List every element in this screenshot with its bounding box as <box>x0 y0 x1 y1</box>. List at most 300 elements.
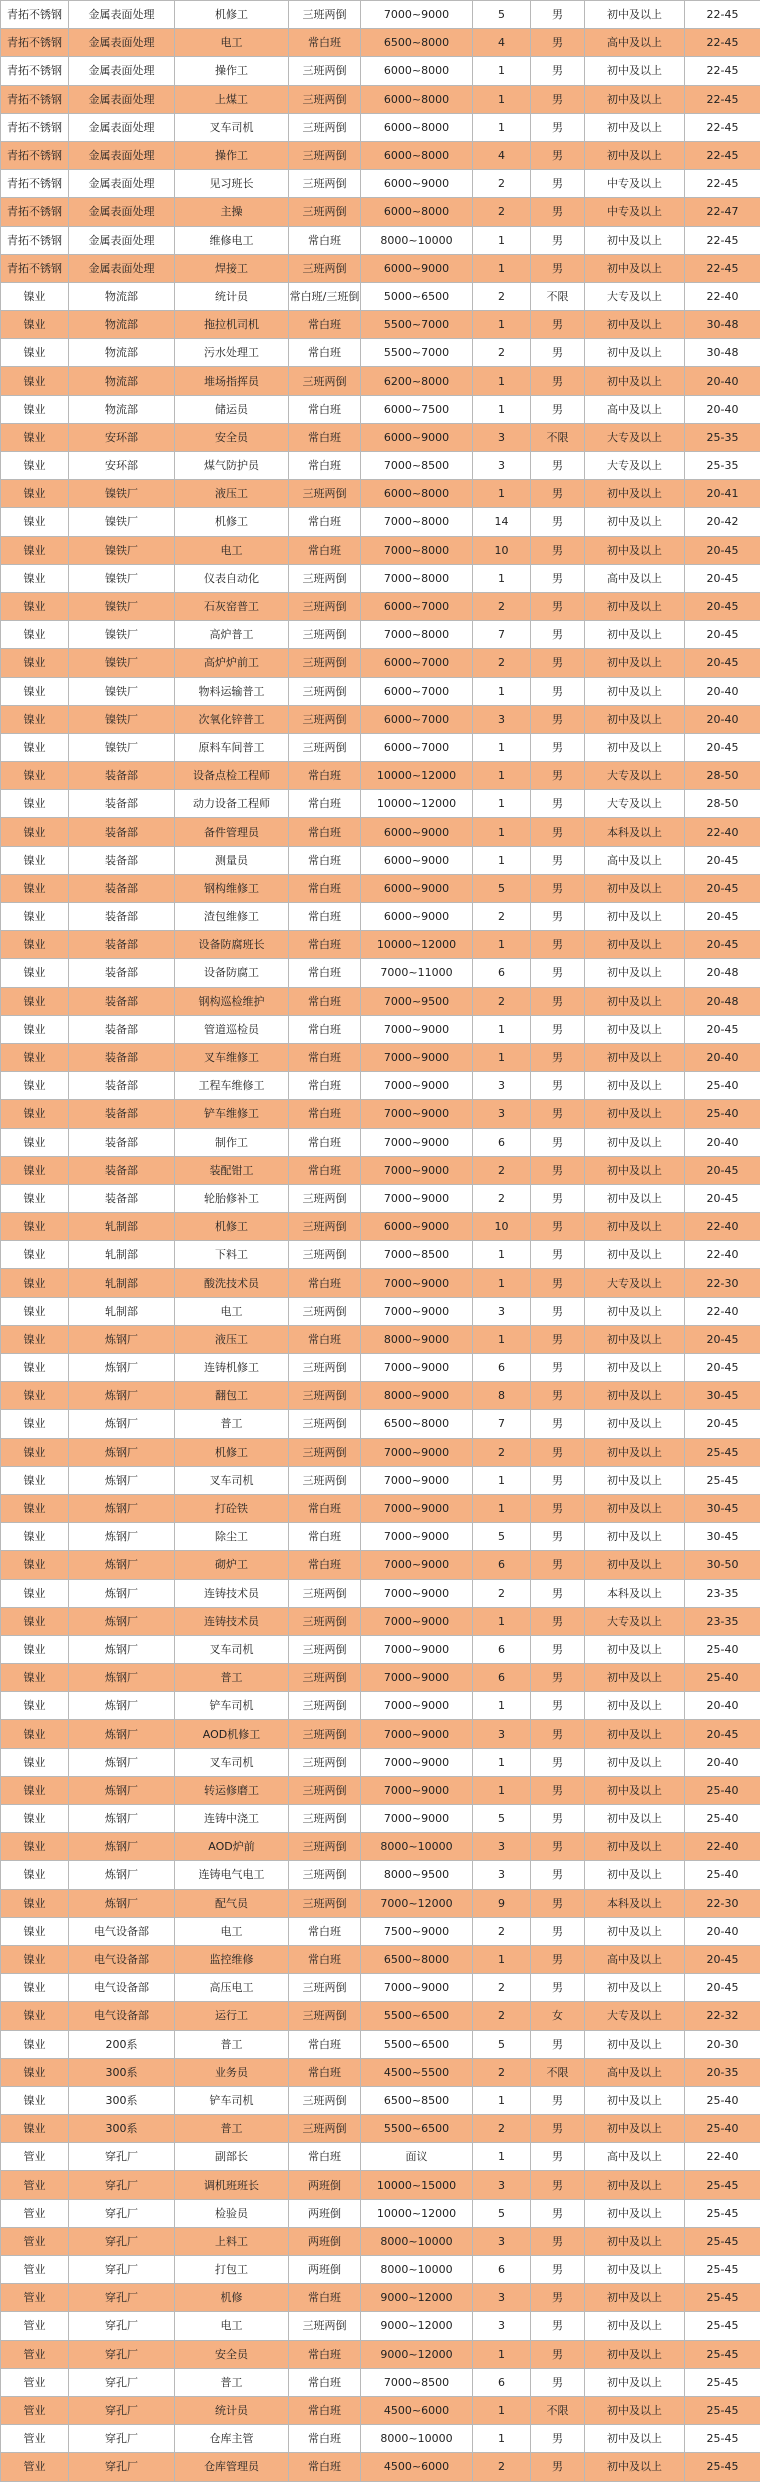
table-row <box>1 790 760 818</box>
age-cell: 22-45 <box>685 254 760 282</box>
age-cell: 25-45 <box>685 2453 760 2481</box>
department-cell: 炼钢厂 <box>69 1720 175 1748</box>
table-row <box>1 1494 760 1522</box>
position-cell: 制作工 <box>175 1128 289 1156</box>
position-cell: 煤气防护员 <box>175 452 289 480</box>
position-cell: 副部长 <box>175 2143 289 2171</box>
salary-cell: 10000~12000 <box>361 2199 473 2227</box>
age-cell: 30-48 <box>685 339 760 367</box>
position-cell: 拖拉机司机 <box>175 311 289 339</box>
age-cell: 25-45 <box>685 1466 760 1494</box>
company-cell: 镍业 <box>1 1945 69 1973</box>
headcount-cell: 2 <box>473 198 531 226</box>
department-cell: 装备部 <box>69 1072 175 1100</box>
age-cell: 20-45 <box>685 1945 760 1973</box>
company-cell: 镍业 <box>1 1382 69 1410</box>
headcount-cell: 1 <box>473 1043 531 1071</box>
table-row <box>1 1072 760 1100</box>
company-cell: 管业 <box>1 2368 69 2396</box>
shift-cell: 三班两倒 <box>289 1805 361 1833</box>
education-cell: 初中及以上 <box>585 2425 685 2453</box>
department-cell: 安环部 <box>69 452 175 480</box>
headcount-cell: 2 <box>473 339 531 367</box>
age-cell: 25-35 <box>685 423 760 451</box>
education-cell: 初中及以上 <box>585 1805 685 1833</box>
company-cell: 镍业 <box>1 1805 69 1833</box>
shift-cell: 三班两倒 <box>289 141 361 169</box>
salary-cell: 6500~8000 <box>361 1945 473 1973</box>
company-cell: 管业 <box>1 2284 69 2312</box>
headcount-cell: 1 <box>473 733 531 761</box>
education-cell: 初中及以上 <box>585 1128 685 1156</box>
shift-cell: 三班两倒 <box>289 170 361 198</box>
company-cell: 镍业 <box>1 1128 69 1156</box>
education-cell: 初中及以上 <box>585 705 685 733</box>
gender-cell: 不限 <box>531 2058 585 2086</box>
age-cell: 22-40 <box>685 2143 760 2171</box>
table-row <box>1 2115 760 2143</box>
headcount-cell: 1 <box>473 818 531 846</box>
salary-cell: 10000~12000 <box>361 790 473 818</box>
salary-cell: 6000~7000 <box>361 592 473 620</box>
age-cell: 25-45 <box>685 2368 760 2396</box>
table-row <box>1 1861 760 1889</box>
salary-cell: 7000~9000 <box>361 1043 473 1071</box>
department-cell: 炼钢厂 <box>69 1382 175 1410</box>
company-cell: 镍业 <box>1 1466 69 1494</box>
table-row <box>1 1635 760 1663</box>
headcount-cell: 1 <box>473 1494 531 1522</box>
table-row <box>1 1043 760 1071</box>
gender-cell: 男 <box>531 818 585 846</box>
salary-cell: 7000~11000 <box>361 959 473 987</box>
gender-cell: 男 <box>531 1523 585 1551</box>
company-cell: 镍业 <box>1 790 69 818</box>
position-cell: 次氧化锌普工 <box>175 705 289 733</box>
headcount-cell: 3 <box>473 2312 531 2340</box>
education-cell: 初中及以上 <box>585 987 685 1015</box>
salary-cell: 6000~7000 <box>361 677 473 705</box>
company-cell: 青拓不锈钢 <box>1 198 69 226</box>
company-cell: 镍业 <box>1 2030 69 2058</box>
position-cell: 上煤工 <box>175 85 289 113</box>
department-cell: 穿孔厂 <box>69 2143 175 2171</box>
company-cell: 镍业 <box>1 1833 69 1861</box>
salary-cell: 4500~6000 <box>361 2396 473 2424</box>
table-row <box>1 141 760 169</box>
gender-cell: 男 <box>531 1917 585 1945</box>
position-cell: 动力设备工程师 <box>175 790 289 818</box>
gender-cell: 男 <box>531 1664 585 1692</box>
table-row <box>1 818 760 846</box>
position-cell: 统计员 <box>175 282 289 310</box>
company-cell: 镍业 <box>1 339 69 367</box>
headcount-cell: 1 <box>473 1692 531 1720</box>
headcount-cell: 2 <box>473 987 531 1015</box>
company-cell: 青拓不锈钢 <box>1 85 69 113</box>
department-cell: 镍铁厂 <box>69 705 175 733</box>
education-cell: 大专及以上 <box>585 2002 685 2030</box>
department-cell: 穿孔厂 <box>69 2368 175 2396</box>
shift-cell: 常白班 <box>289 1015 361 1043</box>
salary-cell: 7000~9000 <box>361 1354 473 1382</box>
table-row <box>1 1945 760 1973</box>
table-row <box>1 1410 760 1438</box>
department-cell: 炼钢厂 <box>69 1466 175 1494</box>
position-cell: 物料运输普工 <box>175 677 289 705</box>
gender-cell: 男 <box>531 141 585 169</box>
salary-cell: 7000~9000 <box>361 1 473 29</box>
position-cell: 连铸技术员 <box>175 1579 289 1607</box>
table-row <box>1 959 760 987</box>
gender-cell: 女 <box>531 2002 585 2030</box>
gender-cell: 男 <box>531 1 585 29</box>
shift-cell: 三班两倒 <box>289 2115 361 2143</box>
company-cell: 青拓不锈钢 <box>1 226 69 254</box>
shift-cell: 常白班 <box>289 1128 361 1156</box>
position-cell: 维修电工 <box>175 226 289 254</box>
company-cell: 镍业 <box>1 931 69 959</box>
education-cell: 初中及以上 <box>585 1692 685 1720</box>
position-cell: 见习班长 <box>175 170 289 198</box>
table-row <box>1 508 760 536</box>
company-cell: 管业 <box>1 2453 69 2481</box>
gender-cell: 男 <box>531 1325 585 1353</box>
salary-cell: 6000~7000 <box>361 705 473 733</box>
headcount-cell: 1 <box>473 1325 531 1353</box>
position-cell: 电工 <box>175 29 289 57</box>
table-row <box>1 1015 760 1043</box>
company-cell: 镍业 <box>1 1325 69 1353</box>
shift-cell: 常白班 <box>289 874 361 902</box>
table-row <box>1 85 760 113</box>
education-cell: 初中及以上 <box>585 1184 685 1212</box>
table-row <box>1 1551 760 1579</box>
table-row <box>1 2312 760 2340</box>
gender-cell: 男 <box>531 733 585 761</box>
shift-cell: 三班两倒 <box>289 1466 361 1494</box>
age-cell: 25-40 <box>685 1072 760 1100</box>
salary-cell: 10000~12000 <box>361 931 473 959</box>
department-cell: 装备部 <box>69 1015 175 1043</box>
table-row <box>1 536 760 564</box>
department-cell: 装备部 <box>69 874 175 902</box>
position-cell: 高压电工 <box>175 1974 289 2002</box>
department-cell: 装备部 <box>69 846 175 874</box>
salary-cell: 8000~9000 <box>361 1382 473 1410</box>
gender-cell: 男 <box>531 2256 585 2284</box>
age-cell: 25-40 <box>685 2086 760 2114</box>
position-cell: 打包工 <box>175 2256 289 2284</box>
education-cell: 初中及以上 <box>585 1974 685 2002</box>
position-cell: 转运修磨工 <box>175 1776 289 1804</box>
position-cell: 监控维修 <box>175 1945 289 1973</box>
position-cell: 机修工 <box>175 1 289 29</box>
shift-cell: 常白班 <box>289 1269 361 1297</box>
education-cell: 初中及以上 <box>585 57 685 85</box>
position-cell: 普工 <box>175 2115 289 2143</box>
education-cell: 初中及以上 <box>585 2453 685 2481</box>
shift-cell: 三班两倒 <box>289 1748 361 1776</box>
table-row <box>1 1692 760 1720</box>
education-cell: 初中及以上 <box>585 536 685 564</box>
education-cell: 初中及以上 <box>585 649 685 677</box>
company-cell: 镍业 <box>1 1635 69 1663</box>
education-cell: 初中及以上 <box>585 1748 685 1776</box>
position-cell: 原料车间普工 <box>175 733 289 761</box>
shift-cell: 三班两倒 <box>289 1297 361 1325</box>
age-cell: 20-45 <box>685 1354 760 1382</box>
gender-cell: 男 <box>531 508 585 536</box>
shift-cell: 两班倒 <box>289 2171 361 2199</box>
company-cell: 镍业 <box>1 1551 69 1579</box>
position-cell: 液压工 <box>175 1325 289 1353</box>
education-cell: 初中及以上 <box>585 2340 685 2368</box>
headcount-cell: 1 <box>473 480 531 508</box>
age-cell: 22-30 <box>685 1269 760 1297</box>
age-cell: 20-40 <box>685 1748 760 1776</box>
department-cell: 穿孔厂 <box>69 2199 175 2227</box>
department-cell: 镍铁厂 <box>69 649 175 677</box>
table-row <box>1 226 760 254</box>
age-cell: 23-35 <box>685 1607 760 1635</box>
table-row <box>1 1776 760 1804</box>
shift-cell: 常白班 <box>289 339 361 367</box>
education-cell: 初中及以上 <box>585 1917 685 1945</box>
gender-cell: 男 <box>531 1297 585 1325</box>
company-cell: 镍业 <box>1 874 69 902</box>
shift-cell: 常白班 <box>289 536 361 564</box>
shift-cell: 三班两倒 <box>289 2312 361 2340</box>
shift-cell: 常白班 <box>289 1325 361 1353</box>
education-cell: 初中及以上 <box>585 2086 685 2114</box>
shift-cell: 三班两倒 <box>289 705 361 733</box>
gender-cell: 男 <box>531 1579 585 1607</box>
company-cell: 镍业 <box>1 1523 69 1551</box>
position-cell: 高炉普工 <box>175 621 289 649</box>
age-cell: 20-48 <box>685 959 760 987</box>
position-cell: 设备点检工程师 <box>175 762 289 790</box>
department-cell: 炼钢厂 <box>69 1494 175 1522</box>
education-cell: 初中及以上 <box>585 1466 685 1494</box>
shift-cell: 三班两倒 <box>289 1861 361 1889</box>
age-cell: 20-40 <box>685 677 760 705</box>
department-cell: 穿孔厂 <box>69 2340 175 2368</box>
gender-cell: 男 <box>531 1156 585 1184</box>
position-cell: 普工 <box>175 1410 289 1438</box>
department-cell: 300系 <box>69 2058 175 2086</box>
shift-cell: 三班两倒 <box>289 1833 361 1861</box>
company-cell: 镍业 <box>1 508 69 536</box>
shift-cell: 三班两倒 <box>289 1607 361 1635</box>
department-cell: 装备部 <box>69 1156 175 1184</box>
position-cell: 储运员 <box>175 395 289 423</box>
shift-cell: 常白班 <box>289 2340 361 2368</box>
gender-cell: 男 <box>531 1720 585 1748</box>
table-row <box>1 733 760 761</box>
position-cell: 运行工 <box>175 2002 289 2030</box>
age-cell: 20-45 <box>685 1410 760 1438</box>
education-cell: 本科及以上 <box>585 1579 685 1607</box>
company-cell: 镍业 <box>1 1015 69 1043</box>
shift-cell: 三班两倒 <box>289 480 361 508</box>
salary-cell: 7000~9000 <box>361 1579 473 1607</box>
age-cell: 20-30 <box>685 2030 760 2058</box>
company-cell: 管业 <box>1 2312 69 2340</box>
gender-cell: 男 <box>531 621 585 649</box>
education-cell: 初中及以上 <box>585 1523 685 1551</box>
company-cell: 镍业 <box>1 1072 69 1100</box>
education-cell: 大专及以上 <box>585 423 685 451</box>
table-row <box>1 1354 760 1382</box>
headcount-cell: 1 <box>473 2086 531 2114</box>
salary-cell: 8000~10000 <box>361 2425 473 2453</box>
headcount-cell: 1 <box>473 367 531 395</box>
gender-cell: 男 <box>531 931 585 959</box>
gender-cell: 男 <box>531 29 585 57</box>
company-cell: 镍业 <box>1 1579 69 1607</box>
gender-cell: 男 <box>531 846 585 874</box>
shift-cell: 常白班 <box>289 1156 361 1184</box>
department-cell: 金属表面处理 <box>69 29 175 57</box>
department-cell: 炼钢厂 <box>69 1607 175 1635</box>
age-cell: 22-40 <box>685 1213 760 1241</box>
position-cell: 检验员 <box>175 2199 289 2227</box>
shift-cell: 常白班 <box>289 508 361 536</box>
salary-cell: 6000~9000 <box>361 254 473 282</box>
gender-cell: 男 <box>531 2143 585 2171</box>
shift-cell: 常白班 <box>289 2030 361 2058</box>
gender-cell: 男 <box>531 452 585 480</box>
department-cell: 镍铁厂 <box>69 536 175 564</box>
shift-cell: 常白班 <box>289 762 361 790</box>
headcount-cell: 1 <box>473 1241 531 1269</box>
shift-cell: 三班两倒 <box>289 592 361 620</box>
table-row <box>1 1889 760 1917</box>
headcount-cell: 1 <box>473 1015 531 1043</box>
gender-cell: 男 <box>531 1438 585 1466</box>
education-cell: 高中及以上 <box>585 564 685 592</box>
education-cell: 初中及以上 <box>585 339 685 367</box>
shift-cell: 三班两倒 <box>289 1664 361 1692</box>
gender-cell: 男 <box>531 1889 585 1917</box>
salary-cell: 6000~9000 <box>361 846 473 874</box>
table-row <box>1 762 760 790</box>
department-cell: 镍铁厂 <box>69 480 175 508</box>
salary-cell: 7000~9000 <box>361 1805 473 1833</box>
department-cell: 装备部 <box>69 1043 175 1071</box>
headcount-cell: 1 <box>473 1945 531 1973</box>
salary-cell: 7000~9000 <box>361 1269 473 1297</box>
gender-cell: 男 <box>531 1269 585 1297</box>
headcount-cell: 6 <box>473 1128 531 1156</box>
table-row <box>1 198 760 226</box>
education-cell: 初中及以上 <box>585 1325 685 1353</box>
position-cell: 高炉炉前工 <box>175 649 289 677</box>
headcount-cell: 1 <box>473 1466 531 1494</box>
education-cell: 初中及以上 <box>585 959 685 987</box>
department-cell: 电气设备部 <box>69 1974 175 2002</box>
position-cell: 液压工 <box>175 480 289 508</box>
position-cell: 普工 <box>175 2368 289 2396</box>
table-row <box>1 311 760 339</box>
salary-cell: 7000~9000 <box>361 1692 473 1720</box>
age-cell: 22-40 <box>685 818 760 846</box>
education-cell: 高中及以上 <box>585 1945 685 1973</box>
position-cell: 机修 <box>175 2284 289 2312</box>
department-cell: 轧制部 <box>69 1269 175 1297</box>
shift-cell: 三班两倒 <box>289 1382 361 1410</box>
headcount-cell: 10 <box>473 536 531 564</box>
headcount-cell: 5 <box>473 874 531 902</box>
gender-cell: 男 <box>531 113 585 141</box>
company-cell: 镍业 <box>1 1692 69 1720</box>
company-cell: 管业 <box>1 2340 69 2368</box>
department-cell: 炼钢厂 <box>69 1354 175 1382</box>
table-row <box>1 2002 760 2030</box>
headcount-cell: 1 <box>473 1269 531 1297</box>
salary-cell: 6000~8000 <box>361 57 473 85</box>
table-row <box>1 677 760 705</box>
age-cell: 22-40 <box>685 1241 760 1269</box>
company-cell: 镍业 <box>1 1607 69 1635</box>
age-cell: 22-45 <box>685 141 760 169</box>
education-cell: 初中及以上 <box>585 85 685 113</box>
department-cell: 金属表面处理 <box>69 198 175 226</box>
education-cell: 初中及以上 <box>585 592 685 620</box>
headcount-cell: 1 <box>473 846 531 874</box>
shift-cell: 三班两倒 <box>289 2002 361 2030</box>
age-cell: 25-45 <box>685 2312 760 2340</box>
shift-cell: 常白班 <box>289 1494 361 1522</box>
department-cell: 装备部 <box>69 959 175 987</box>
shift-cell: 三班两倒 <box>289 254 361 282</box>
gender-cell: 男 <box>531 480 585 508</box>
headcount-cell: 3 <box>473 2171 531 2199</box>
company-cell: 镍业 <box>1 536 69 564</box>
table-row <box>1 1128 760 1156</box>
department-cell: 物流部 <box>69 282 175 310</box>
position-cell: 焊接工 <box>175 254 289 282</box>
gender-cell: 男 <box>531 1776 585 1804</box>
age-cell: 30-48 <box>685 311 760 339</box>
shift-cell: 常白班 <box>289 226 361 254</box>
position-cell: 连铸机修工 <box>175 1354 289 1382</box>
salary-cell: 7000~9000 <box>361 1438 473 1466</box>
position-cell: 渣包维修工 <box>175 903 289 931</box>
education-cell: 初中及以上 <box>585 254 685 282</box>
age-cell: 20-45 <box>685 874 760 902</box>
position-cell: 打砼铁 <box>175 1494 289 1522</box>
age-cell: 25-45 <box>685 1438 760 1466</box>
company-cell: 镍业 <box>1 2002 69 2030</box>
education-cell: 初中及以上 <box>585 311 685 339</box>
age-cell: 25-40 <box>685 1861 760 1889</box>
headcount-cell: 1 <box>473 762 531 790</box>
headcount-cell: 2 <box>473 2058 531 2086</box>
position-cell: 配气员 <box>175 1889 289 1917</box>
shift-cell: 常白班 <box>289 2058 361 2086</box>
age-cell: 20-41 <box>685 480 760 508</box>
table-row <box>1 1382 760 1410</box>
position-cell: 机修工 <box>175 508 289 536</box>
table-row <box>1 592 760 620</box>
company-cell: 管业 <box>1 2227 69 2255</box>
department-cell: 炼钢厂 <box>69 1776 175 1804</box>
age-cell: 20-48 <box>685 987 760 1015</box>
gender-cell: 男 <box>531 2030 585 2058</box>
department-cell: 炼钢厂 <box>69 1635 175 1663</box>
